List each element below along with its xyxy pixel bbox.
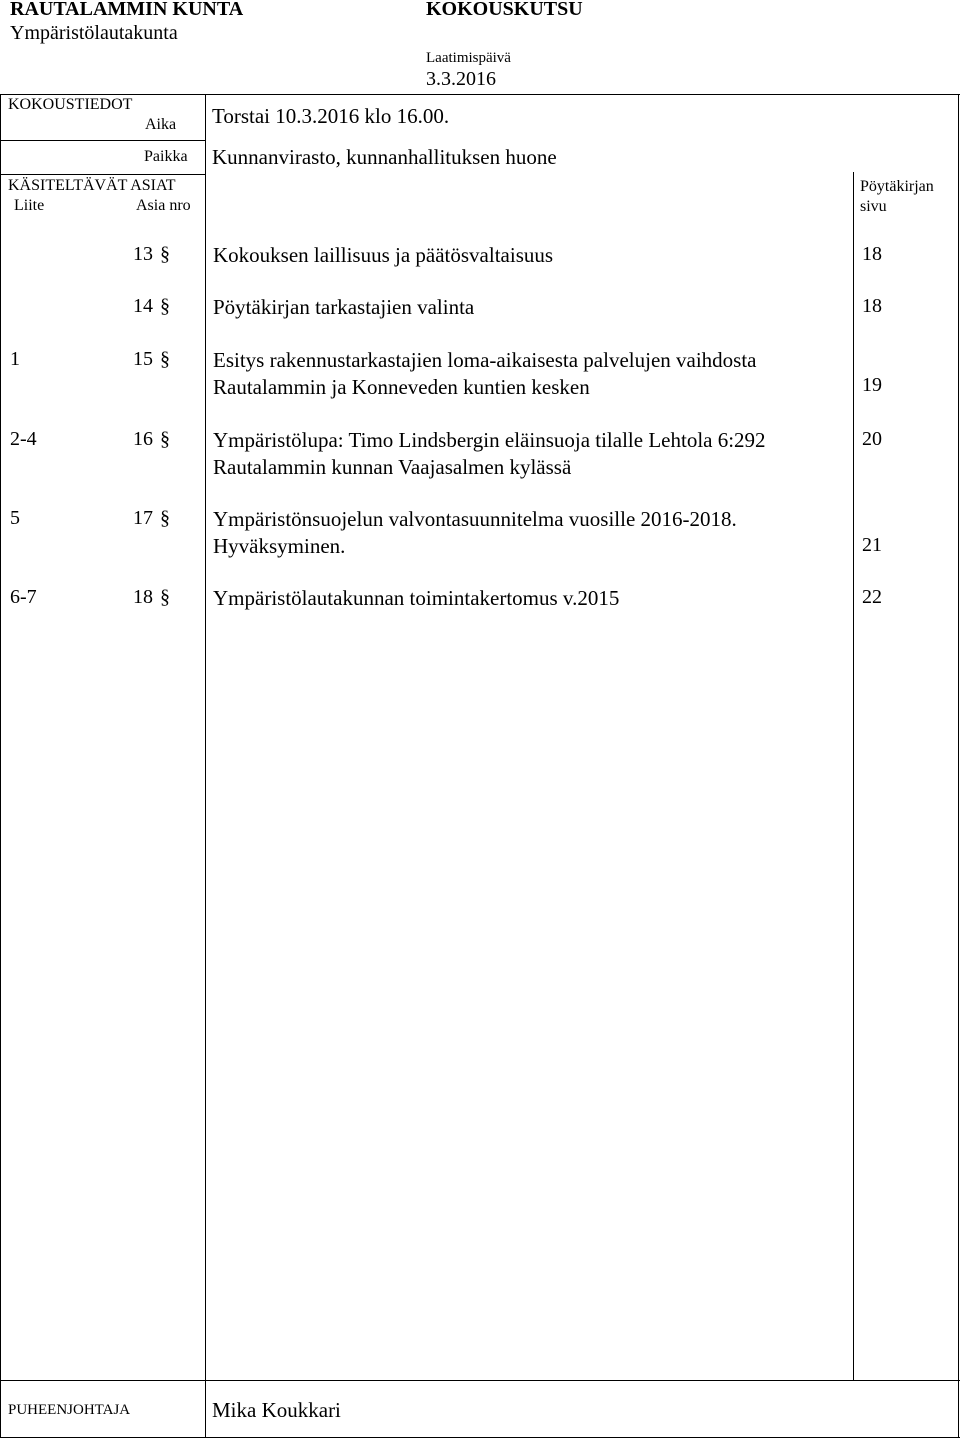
paragraph-symbol: §	[160, 295, 170, 317]
item-number: 18	[133, 586, 153, 608]
time-value: Torstai 10.3.2016 klo 16.00.	[212, 104, 450, 128]
paragraph-symbol: §	[160, 348, 170, 370]
place-value: Kunnanvirasto, kunnanhallituksen huone	[212, 145, 557, 169]
item-page: 18	[862, 295, 882, 317]
item-number: 16	[133, 428, 153, 450]
item-page: 18	[862, 243, 882, 265]
frame-line-right	[958, 94, 959, 1438]
item-page: 22	[862, 586, 882, 608]
item-liite: 2-4	[10, 428, 37, 450]
item-number: 15	[133, 348, 153, 370]
time-label: Aika	[145, 116, 177, 133]
date-value: 3.3.2016	[426, 68, 496, 90]
frame-line-footer	[0, 1380, 960, 1381]
col-page-header-line1: Pöytäkirjan	[860, 178, 934, 195]
board-name: Ympäristölautakunta	[10, 22, 178, 44]
frame-line-top	[0, 94, 960, 95]
item-page: 21	[862, 534, 882, 556]
paragraph-symbol: §	[160, 243, 170, 265]
col-liite-header: Liite	[14, 197, 45, 214]
frame-line-aika	[0, 140, 206, 141]
col-asia-nro-header: Asia nro	[136, 197, 191, 214]
document-type: KOKOUSKUTSU	[426, 0, 583, 20]
item-liite: 1	[10, 348, 20, 370]
item-title: Ympäristölupa: Timo Lindsbergin eläinsuoja tilalle Lehtola 6:292 Rautalammin kunnan Vaajasalmen kylässä	[213, 428, 766, 479]
place-label: Paikka	[144, 148, 188, 165]
frame-line-paikka	[0, 174, 206, 175]
item-number: 13	[133, 243, 153, 265]
item-title: Esitys rakennustarkastajien loma-aikaisesta palvelujen vaihdosta Rautalammin ja Konneveden kuntien kesken	[213, 348, 757, 399]
item-number: 14	[133, 295, 153, 317]
chair-name: Mika Koukkari	[212, 1398, 341, 1422]
item-title: Kokouksen laillisuus ja päätösvaltaisuus	[213, 243, 554, 267]
frame-line-bottom	[0, 1437, 960, 1438]
item-page: 20	[862, 428, 882, 450]
item-title: Pöytäkirjan tarkastajien valinta	[213, 295, 475, 319]
date-label: Laatimispäivä	[426, 50, 511, 66]
meeting-info-label: KOKOUSTIEDOT	[8, 96, 133, 113]
chair-label: PUHEENJOHTAJA	[8, 1402, 131, 1418]
col-page-header-line2: sivu	[860, 198, 887, 215]
item-liite: 5	[10, 507, 20, 529]
paragraph-symbol: §	[160, 507, 170, 529]
item-number: 17	[133, 507, 153, 529]
frame-line-col-divider	[205, 94, 206, 1438]
items-section-label: KÄSITELTÄVÄT ASIAT	[8, 177, 176, 194]
municipality-name: RAUTALAMMIN KUNTA	[10, 0, 244, 20]
item-liite: 6-7	[10, 586, 37, 608]
frame-line-left	[0, 94, 1, 1438]
item-title: Ympäristönsuojelun valvontasuunnitelma vuosille 2016-2018. Hyväksyminen.	[213, 507, 737, 558]
frame-line-page-col	[853, 172, 854, 1381]
item-title: Ympäristölautakunnan toimintakertomus v.2015	[213, 586, 620, 610]
paragraph-symbol: §	[160, 428, 170, 450]
item-page: 19	[862, 374, 882, 396]
paragraph-symbol: §	[160, 586, 170, 608]
